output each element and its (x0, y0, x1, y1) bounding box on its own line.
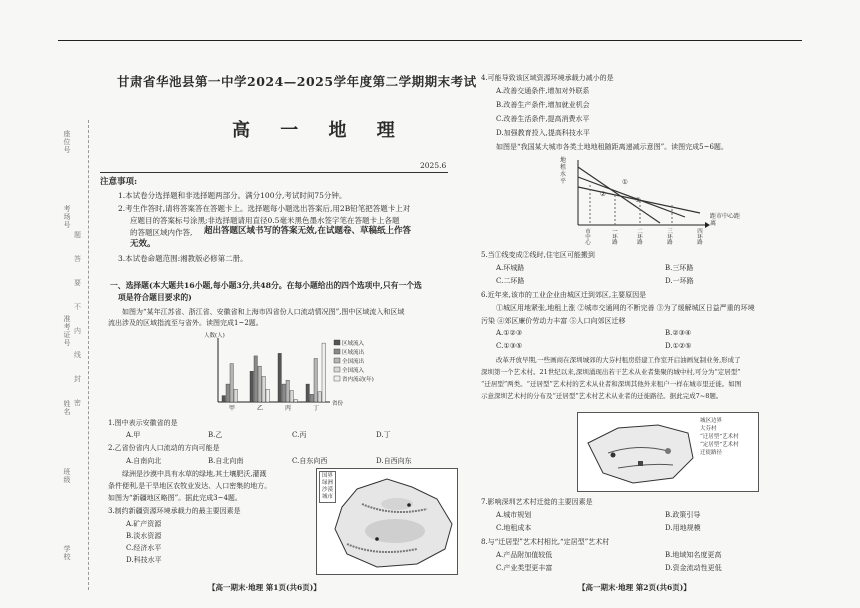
rent-tick: 市中心 (584, 228, 590, 245)
legend-swatch (334, 376, 340, 381)
q1-stem: 1.图中表示安徽省的是 (108, 419, 178, 427)
seal-text (74, 230, 84, 408)
q34-intro: 条件便利,是干旱地区农牧业发达、人口密集的地方。 (108, 482, 272, 490)
rent-tick: 一环路 (611, 228, 617, 245)
q34-intro: 如图为“新疆地区略图”。据此完成3~4题。 (108, 494, 242, 502)
q8-option-c[interactable]: C.产业类型更丰富 (496, 564, 553, 572)
curve-label: ③ (635, 196, 641, 204)
chart-category-label: 甲 (228, 405, 236, 412)
rent-tick: 二环路 (636, 228, 642, 245)
q8-stem: 8.与“迁居型”艺术村相比,“定居型”艺术村 (481, 538, 610, 546)
chart-bar (322, 343, 325, 402)
q78-intro: 改革开放早期,一些画商在深圳城郊的大芬村租房搭建工作室开启油画复制业务,形成了 (496, 356, 741, 364)
q5-option-d[interactable]: D.一环路 (665, 277, 694, 285)
map1-legend (319, 471, 336, 503)
legend-swatch (334, 358, 340, 363)
q4-option-d[interactable]: D.加强教育投入,提高科技水平 (496, 129, 590, 137)
chart-category-label: 丁 (312, 405, 320, 412)
q4-option-c[interactable]: C.改善生活条件,提高消费水平 (496, 115, 590, 123)
top-rule (58, 40, 802, 41)
q12-intro: 如图为“某年江苏省、浙江省、安徽省和上海市四省份人口流动情况图”,图中区域流入和区域 (122, 308, 405, 316)
q5-option-b[interactable]: B.三环路 (665, 264, 694, 272)
chart-bar (282, 384, 285, 402)
notice-item: 3.本试卷命题范围:湘教版必修第二册。 (118, 254, 248, 263)
chart-bar (306, 384, 309, 402)
q3-option-b[interactable]: B.淡水资源 (126, 532, 162, 540)
chart-bar (262, 376, 265, 402)
q12-intro: 流出涉及的区域指流至与省外。读图完成1~2题。 (108, 319, 263, 327)
chart-bar (222, 396, 225, 402)
q7-option-c[interactable]: C.地租成本 (496, 524, 532, 532)
legend-item: 国界 (322, 473, 334, 479)
notice-warning-end: 无效。 (130, 239, 156, 249)
title-rule (100, 172, 448, 173)
chart-bar (226, 384, 229, 402)
q5-option-a[interactable]: A.环城路 (496, 264, 525, 272)
chart-bar (278, 353, 281, 402)
footer-right: 【高一期末·地理 第2页(共6页)】 (578, 583, 691, 592)
population-flow-chart (200, 330, 390, 415)
chart-category-label: 乙 (256, 405, 264, 412)
desert-area (365, 519, 425, 543)
q1-option-b[interactable]: B.乙 (208, 431, 223, 439)
q34-intro: 绿洲是沙漠中具有水草的绿地,其土壤肥沃,灌溉 (122, 470, 267, 478)
q6-stem: 6.近年来,该市的工业企业由城区迁到郊区,主要原因是 (481, 291, 647, 299)
q8-option-a[interactable]: A.产品附加值较低 (496, 551, 553, 559)
q2-option-c[interactable]: C.自东向西 (292, 457, 328, 465)
q6-option-a[interactable]: A.①②③ (496, 329, 523, 337)
art-village-dot (611, 453, 616, 458)
q7-option-b[interactable]: B.政策引导 (665, 511, 701, 519)
legend-label: 省内流动(年) (342, 377, 374, 383)
seal-char: 不 (74, 303, 81, 311)
q56-intro: 如图是“我国某大城市各类土地地租随距离递减示意图”。读图完成5~6题。 (496, 143, 728, 151)
subject-title: 高 一 地 理 (232, 120, 407, 141)
chart-bar (266, 389, 269, 402)
school-title: 甘肃省华池县第一中学2024—2025学年度第二学期期末考试 (117, 74, 477, 89)
seal-char: 答 (74, 255, 81, 263)
curve-label: ① (622, 178, 628, 186)
chart-bar (230, 364, 233, 402)
notice-title: 注意事项: (100, 177, 138, 187)
map2-legend (700, 417, 739, 457)
notice-item: 应题目的答案标号涂黑;非选择题请用直径0.5毫米黑色墨水签字笔在答题卡上各题 (130, 216, 400, 225)
q4-stem: 4.可能导致该区域资源环境承载力减小的是 (481, 74, 614, 82)
chart-bar (294, 399, 297, 402)
chart-bar (250, 371, 253, 402)
q78-intro: 深圳第一个艺术村。21世纪以来,深圳涌现出若干艺术从业者集聚的城中村,可分为“定居型” (481, 368, 741, 376)
seal-char: 要 (74, 279, 81, 287)
q2-option-a[interactable]: A.自南向北 (126, 457, 162, 465)
binding-field-seat: 座位号 (63, 130, 71, 154)
q78-intro: “迁居型”两类。“迁居型”艺术村的艺术从业者和深圳其他外来租户一样在城市里迁徙。如图 (481, 380, 742, 388)
q78-intro: 示意深圳艺术村的分布及“迁居型”艺术村艺术从业者的迁徙路径。据此完成7~8题。 (481, 392, 723, 400)
chart-bar (234, 389, 237, 402)
chart-bar (290, 390, 293, 402)
legend-label: 区域流入 (342, 341, 365, 347)
q6-choice-line: ①城区用地紧张,地租上涨 ②城市交通网的不断完善 ③为了缓解城区日益严重的环境 (496, 304, 755, 312)
rent-chart (560, 155, 770, 245)
q1-option-a[interactable]: A.甲 (126, 431, 141, 439)
seal-char: 内 (74, 327, 81, 335)
q8-option-d[interactable]: D.资金流动性更低 (665, 564, 722, 572)
binding-field-name: 姓名 (63, 400, 71, 416)
legend-label: 全国流入 (342, 368, 365, 374)
city-dot (375, 537, 379, 541)
q5-stem: 5.当①线变成②线时,住宅区可能搬到 (481, 251, 595, 259)
binding-field-admission: 准考证号 (63, 315, 71, 347)
chart-bar (254, 356, 257, 402)
q7-option-a[interactable]: A.城市规划 (496, 511, 532, 519)
q6-choice-line: 污染 ④郊区廉价劳动力丰富 ⑤人口向郊区迁移 (481, 317, 626, 325)
binding-line (88, 120, 89, 590)
legend-item: 绿洲 (322, 480, 334, 486)
notice-warning: 超出答题区域书写的答案无效,在试题卷、草稿纸上作答 (204, 226, 411, 236)
legend-swatch (334, 340, 340, 345)
q2-stem: 2.乙省份省内人口流动的方向可能是 (108, 444, 220, 452)
dafen-village-marker (638, 461, 643, 466)
seal-char: 密 (74, 399, 81, 407)
legend-item: 大芬村 (700, 426, 717, 432)
chart-xlabel: 省份 (332, 401, 344, 407)
notice-item: 1.本试卷分选择题和非选择题两部分。满分100分,考试时间75分钟。 (118, 191, 347, 200)
q3-option-c[interactable]: C.经济水平 (126, 544, 162, 552)
chart-bar (258, 366, 261, 402)
q2-option-d[interactable]: D.自西向东 (376, 457, 412, 465)
chart-ylabel: 人数(人) (204, 333, 225, 339)
legend-label: 全国流出 (342, 359, 365, 365)
q7-stem: 7.影响深圳艺术村迁徙的主要因素是 (481, 498, 593, 506)
xinjiang-map (316, 468, 458, 575)
legend-swatch (334, 349, 340, 354)
legend-item: 沙漠 (322, 487, 334, 493)
q4-option-b[interactable]: B.改善生产条件,增加就业机会 (496, 101, 590, 109)
section1-heading-2: 项是符合题目要求的) (118, 293, 192, 302)
chart-bar (310, 394, 313, 402)
q1-option-c[interactable]: C.丙 (292, 431, 307, 439)
notice-item: 2.考生作答时,请将答案答在答题卡上。选择题每小题选出答案后,用2B铅笔把答题卡上对 (118, 204, 411, 213)
seal-char: 题 (74, 231, 81, 239)
rent-ylabel: 地租水平 (560, 157, 567, 185)
chart-bar (314, 358, 317, 402)
legend-item: 城市 (322, 494, 334, 500)
chart-bar (286, 380, 289, 402)
seal-char: 线 (74, 351, 81, 359)
legend-swatch (334, 367, 340, 372)
q4-option-a[interactable]: A.改善交通条件,增加对外联系 (496, 87, 590, 95)
art-village-dot (665, 448, 671, 454)
rent-tick: 三环路 (666, 228, 672, 245)
q3-option-d[interactable]: D.科技水平 (126, 556, 162, 564)
binding-field-room: 考场号 (63, 205, 71, 229)
rent-tick: 四环路 (696, 228, 702, 245)
notice-item: 的答题区域内作答, (130, 228, 193, 237)
exam-date: 2025.6 (420, 161, 447, 170)
city-dot (407, 503, 411, 507)
binding-field-class: 班级 (63, 468, 71, 484)
q6-option-c[interactable]: C.①③⑤ (496, 342, 523, 350)
city-boundary (588, 425, 693, 483)
q3-option-a[interactable]: A.矿产资源 (126, 520, 162, 528)
q7-option-d[interactable]: D.用地规模 (665, 524, 701, 532)
seal-char: 封 (74, 375, 81, 383)
q3-stem: 3.制约新疆资源环境承载力的最主要因素是 (108, 507, 241, 515)
q1-option-d[interactable]: D.丁 (376, 431, 391, 439)
legend-item: “迁居型”艺术村 (700, 434, 739, 440)
q8-option-b[interactable]: B.地域知名度更高 (665, 551, 722, 559)
rent-xlabel: 距市中心距离 (710, 213, 741, 227)
q5-option-c[interactable]: C.二环路 (496, 277, 525, 285)
shenzhen-art-village-map (577, 412, 759, 492)
footer-left: 【高一期末·地理 第1页(共6页)】 (208, 583, 321, 592)
chart-category-label: 丙 (284, 405, 292, 412)
q6-option-d[interactable]: D.①②⑤ (665, 342, 692, 350)
chart-bar (318, 392, 321, 402)
q6-option-b[interactable]: B.②③④ (665, 329, 692, 337)
q2-option-b[interactable]: B.自北向南 (208, 457, 244, 465)
section1-heading: 一、选择题(本大题共16小题,每小题3分,共48分。在每小题给出的四个选项中,只有一个选 (110, 281, 422, 290)
legend-item: 迁徙路径 (700, 450, 723, 456)
xinjiang-map-drawing (317, 469, 457, 574)
binding-field-school: 学校 (63, 545, 71, 561)
legend-item: “定居型”艺术村 (700, 442, 739, 448)
legend-label: 区域流出 (342, 350, 365, 356)
legend-item: 城区边界 (700, 418, 723, 424)
curve-label: ② (600, 190, 606, 198)
